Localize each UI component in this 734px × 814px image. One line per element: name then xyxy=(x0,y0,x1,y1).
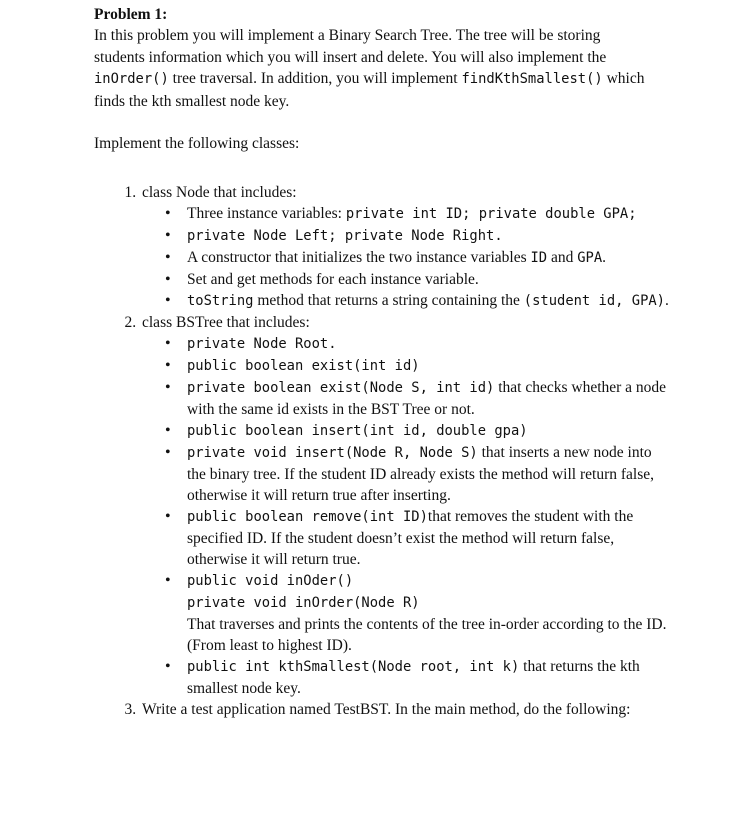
bullet-text: . xyxy=(602,248,607,266)
bullet-code: private Node Left; private Node Right. xyxy=(187,227,503,244)
bullet-code: private void insert(Node R, Node S) xyxy=(187,444,478,461)
list-item xyxy=(187,442,670,506)
list-item xyxy=(187,355,670,377)
class-node-bullets xyxy=(142,203,670,312)
bullet-code: public void inOder() xyxy=(187,572,354,589)
bullet-code: public boolean remove(int ID) xyxy=(187,508,428,525)
list-item xyxy=(187,290,670,312)
intro-text-3: which finds the kth smallest node key. xyxy=(94,70,645,110)
class-bstree-item xyxy=(140,312,670,699)
bullet-code: public boolean insert(int id, double gpa) xyxy=(187,422,528,439)
class-node-heading: class Node that includes: xyxy=(142,183,297,201)
list-item xyxy=(187,333,670,355)
implement-heading: Implement the following classes: xyxy=(94,135,300,152)
class-node-item xyxy=(140,182,670,312)
requirements-list xyxy=(94,182,670,720)
bullet-text: Set and get methods for each instance variable. xyxy=(187,270,479,288)
bullet-code: private boolean exist(Node S, int id) xyxy=(187,379,495,396)
list-item xyxy=(187,203,670,225)
class-bstree-heading: class BSTree that includes: xyxy=(142,313,310,331)
list-item xyxy=(187,377,670,420)
bullet-text: that inserts a new node into the binary tree. If the student ID already exists the method will return false, otherwise it will return true after inserting. xyxy=(187,443,654,504)
bullet-code: public boolean exist(int id) xyxy=(187,357,420,374)
bullet-text: that checks whether a node with the same id exists in the BST Tree or not. xyxy=(187,378,667,418)
bullet-code: ID xyxy=(530,249,548,266)
intro-text-2: tree traversal. In addition, you will implement xyxy=(168,70,462,87)
list-item xyxy=(187,506,670,570)
list-item xyxy=(187,656,670,699)
bullet-code: public int kthSmallest(Node root, int k) xyxy=(187,658,520,675)
bullet-text: that removes the student with the specified ID. If the student doesn’t exist the method will return false, otherwise it will return true. xyxy=(187,507,634,568)
bullet-code: GPA xyxy=(577,249,603,266)
list-item xyxy=(187,225,670,247)
test-application-item xyxy=(140,699,670,720)
intro-text-1: In this problem you will implement a Binary Search Tree. The tree will be storing students information which you will insert and delete. You will also implement the xyxy=(94,27,607,66)
bullet-text: method that returns a string containing the xyxy=(253,291,524,309)
bullet-text: that returns the kth smallest node key. xyxy=(187,657,640,697)
findkthsmallest-code: findKthSmallest() xyxy=(461,71,603,87)
bullet-code: private Node Root. xyxy=(187,335,337,352)
list-item xyxy=(187,269,670,290)
bullet-code: toString xyxy=(187,292,254,309)
list-item xyxy=(187,420,670,442)
bullet-text: That traverses and prints the contents of the tree in-order according to the ID. (From least to highest ID). xyxy=(187,615,667,654)
bullet-text: and xyxy=(547,248,578,266)
bullet-code: (student id, GPA) xyxy=(523,292,665,309)
test-application-text: Write a test application named TestBST. In the main method, do the following: xyxy=(142,700,631,718)
bullet-text: . xyxy=(665,291,669,309)
list-item xyxy=(187,247,670,269)
bullet-code: private int ID; private double GPA; xyxy=(345,205,637,222)
bullet-text: Three instance variables: xyxy=(187,204,346,222)
bullet-code: private void inOrder(Node R) xyxy=(187,594,420,611)
list-item xyxy=(187,570,670,656)
bullet-text: A constructor that initializes the two instance variables xyxy=(187,248,531,266)
problem-title: Problem 1: xyxy=(94,6,168,23)
class-bstree-bullets xyxy=(142,333,670,699)
inorder-code: inOrder() xyxy=(94,71,169,87)
intro-paragraph xyxy=(94,25,654,112)
